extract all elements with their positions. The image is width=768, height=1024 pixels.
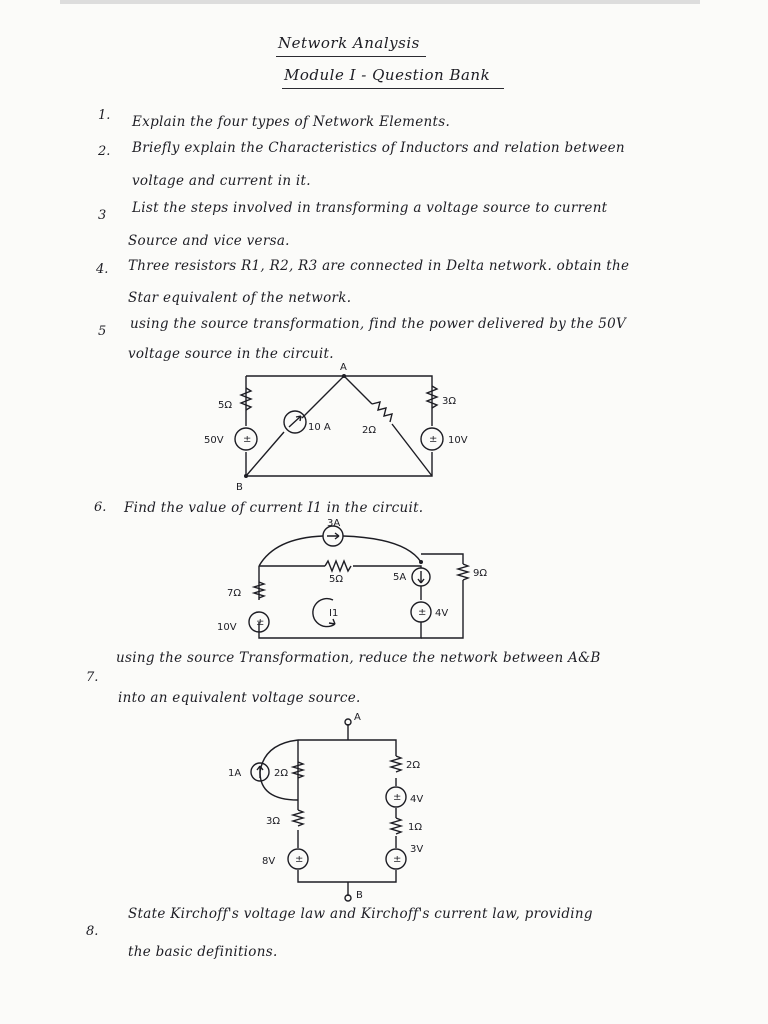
question-7-line-2: into an equivalent voltage source. bbox=[118, 690, 361, 706]
circuit-1-label-i-src: 10 A bbox=[308, 422, 331, 433]
circuit-1-label-v-right: 10V bbox=[448, 435, 468, 446]
circuit-1-label-r-diag: 2Ω bbox=[362, 425, 377, 436]
question-7-number: 7. bbox=[86, 670, 99, 685]
circuit-1-label-b: B bbox=[236, 482, 243, 493]
question-3-line-2: Source and vice versa. bbox=[128, 233, 290, 249]
question-3-number: 3 bbox=[98, 208, 107, 223]
circuit-2-right-branch bbox=[421, 554, 463, 638]
circuit-1-diagram bbox=[200, 360, 480, 495]
circuit-2-diagram bbox=[215, 520, 505, 645]
circuit-2-label-v-left: 10V bbox=[217, 622, 237, 633]
circuit-3-label-r-right1: 2Ω bbox=[406, 760, 421, 771]
circuit-3-resistor-2-right bbox=[391, 756, 401, 772]
circuit-2-resistor-9 bbox=[458, 564, 468, 580]
subtitle-underline bbox=[282, 88, 504, 89]
circuit-3-label-b: B bbox=[356, 890, 363, 901]
circuit-2-node bbox=[419, 560, 423, 564]
polarity-plus-icon: ± bbox=[256, 617, 265, 628]
question-4-line-2: Star equivalent of the network. bbox=[128, 290, 352, 306]
question-8-line-2: the basic definitions. bbox=[128, 944, 278, 960]
question-5-line-1: using the source transformation, find the power delivered by the 50V bbox=[130, 316, 627, 332]
polarity-plus-icon: ± bbox=[418, 607, 427, 618]
polarity-plus-icon: ± bbox=[295, 854, 304, 865]
question-1-number: 1. bbox=[98, 108, 111, 123]
circuit-3-resistor-3 bbox=[293, 810, 303, 826]
polarity-plus-icon: ± bbox=[243, 434, 252, 445]
question-1-line-1: Explain the four types of Network Elements. bbox=[132, 114, 451, 130]
circuit-3-label-v-right2: 3V bbox=[410, 844, 424, 855]
circuit-1-resistor-diagonal bbox=[372, 402, 392, 422]
circuit-1-label-a: A bbox=[340, 362, 347, 373]
circuit-3-diagram bbox=[220, 710, 440, 900]
question-2-line-1: Briefly explain the Characteristics of Inductors and relation between bbox=[132, 140, 625, 156]
circuit-2-label-r-far: 9Ω bbox=[473, 568, 488, 579]
circuit-1-label-r-right: 3Ω bbox=[442, 396, 457, 407]
circuit-1-node-a bbox=[342, 374, 346, 378]
circuit-2-resistor-5 bbox=[325, 561, 351, 571]
question-6-number: 6. bbox=[94, 500, 107, 515]
question-4-number: 4. bbox=[96, 262, 109, 277]
polarity-plus-icon: ± bbox=[393, 792, 402, 803]
question-3-line-1: List the steps involved in transforming a voltage source to current bbox=[132, 200, 608, 216]
circuit-1-label-r-left: 5Ω bbox=[218, 400, 233, 411]
question-5-line-2: voltage source in the circuit. bbox=[128, 346, 334, 362]
title-underline bbox=[276, 56, 426, 57]
question-4-line-1: Three resistors R1, R2, R3 are connected in Delta network. obtain the bbox=[128, 258, 630, 274]
circuit-1-right-diagonal bbox=[344, 376, 432, 476]
circuit-3-wires bbox=[298, 740, 396, 882]
polarity-plus-icon: ± bbox=[393, 854, 402, 865]
circuit-3-resistor-1 bbox=[391, 818, 401, 834]
current-arrow-icon bbox=[418, 571, 424, 583]
circuit-3-label-r-left: 3Ω bbox=[266, 816, 281, 827]
circuit-2-label-i-right: 5A bbox=[393, 572, 407, 583]
circuit-3-label-i-src: 1A bbox=[228, 768, 242, 779]
circuit-2-top-arc bbox=[259, 536, 421, 566]
question-5-number: 5 bbox=[98, 324, 107, 339]
circuit-1-outer-loop bbox=[246, 376, 432, 476]
circuit-2-label-v-right: 4V bbox=[435, 608, 449, 619]
current-arrow-icon bbox=[327, 533, 339, 539]
question-2-number: 2. bbox=[98, 144, 111, 159]
circuit-3-label-r-right2: 1Ω bbox=[408, 822, 423, 833]
page-top-edge bbox=[60, 0, 700, 4]
polarity-plus-icon: ± bbox=[429, 434, 438, 445]
question-2-line-2: voltage and current in it. bbox=[132, 173, 311, 189]
circuit-2-label-i-top: 3A bbox=[327, 518, 341, 529]
circuit-3-label-v-right1: 4V bbox=[410, 794, 424, 805]
question-8-line-1: State Kirchoff's voltage law and Kirchoff's current law, providing bbox=[128, 906, 593, 922]
circuit-3-label-v-left: 8V bbox=[262, 856, 276, 867]
question-8-number: 8. bbox=[86, 924, 99, 939]
document-title: Network Analysis bbox=[278, 34, 420, 52]
document-subtitle: Module I - Question Bank bbox=[284, 66, 491, 84]
question-7-line-1: using the source Transformation, reduce the network between A&B bbox=[116, 650, 601, 666]
circuit-3-label-a: A bbox=[354, 712, 361, 723]
circuit-1-node-b bbox=[244, 474, 248, 478]
circuit-2-label-r-left: 7Ω bbox=[227, 588, 242, 599]
circuit-3-label-r-para: 2Ω bbox=[274, 768, 289, 779]
current-arrow-icon bbox=[289, 416, 301, 427]
current-arrow-icon bbox=[257, 766, 263, 778]
circuit-1-label-v-left: 50V bbox=[204, 435, 224, 446]
circuit-1-wires bbox=[246, 376, 432, 476]
circuit-2-label-r-mid: 5Ω bbox=[329, 574, 344, 585]
circuit-2-label-loop: I1 bbox=[329, 608, 339, 619]
question-6-line-1: Find the value of current I1 in the circuit. bbox=[124, 500, 424, 516]
